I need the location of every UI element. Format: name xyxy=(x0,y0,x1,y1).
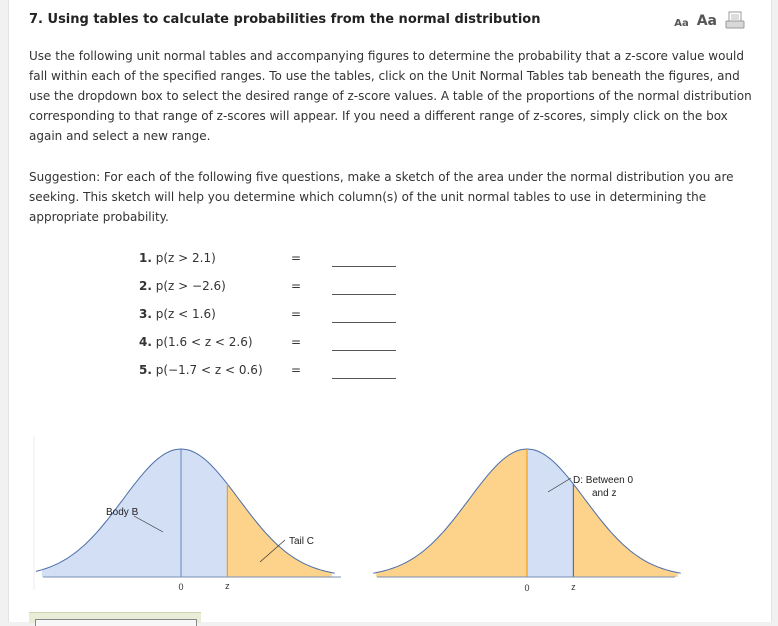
equals-sign: = xyxy=(291,335,302,349)
suggestion-text: Suggestion: For each of the following five questions, make a sketch of the area under the normal distribution you are seeking. This sketch will help you determine which column(s) of the unit normal tables to use in determining the appropriate probability. xyxy=(29,170,734,224)
unit-normal-tables-tab-area[interactable] xyxy=(29,612,201,623)
equals-sign: = xyxy=(291,307,302,321)
question-expression: p(z > −2.6) xyxy=(155,279,226,293)
right-tail-region xyxy=(573,484,677,577)
normal-curve-body-tail-figure xyxy=(29,430,351,602)
question-item-1 xyxy=(139,248,302,268)
question-item-3 xyxy=(139,304,302,324)
font-size-large-button[interactable]: Aa xyxy=(696,13,717,29)
question-item-5 xyxy=(139,360,302,380)
unit-normal-tables-tab[interactable] xyxy=(35,619,197,626)
answer-input-5[interactable] xyxy=(332,366,396,379)
question-expression: p(1.6 < z < 2.6) xyxy=(155,335,253,349)
question-number: 1. xyxy=(139,251,152,265)
toolbar xyxy=(674,11,745,29)
normal-curve-between-figure xyxy=(363,430,685,602)
question-number: 2. xyxy=(139,279,152,293)
answer-input-4[interactable] xyxy=(332,338,396,351)
question-title: 7. Using tables to calculate probabilities from the normal distribution xyxy=(29,12,541,27)
question-card xyxy=(8,0,772,622)
printer-icon[interactable] xyxy=(725,11,745,29)
equals-sign: = xyxy=(291,251,302,265)
between-label-line1: D: Between 0 xyxy=(573,475,634,486)
tail-c-label: Tail C xyxy=(289,536,315,547)
equals-sign: = xyxy=(291,279,302,293)
font-size-small-button[interactable]: Aa xyxy=(674,18,689,29)
question-number: 4. xyxy=(139,335,152,349)
answer-input-2[interactable] xyxy=(332,282,396,295)
zero-tick-label: 0 xyxy=(178,582,184,592)
question-item-4 xyxy=(139,332,302,352)
instructions-text: Use the following unit normal tables and accompanying figures to determine the probability that a z-score value would fall within each of the specified ranges. To use the tables, click on the Unit Normal Tables tab beneath the figures, and use the dropdown box to select the desired range of z-score values. A table of the proportions of the normal distribution corresponding to that range of z-scores will appear. If you need a different range of z-scores, simply click on the box again and select a new range. xyxy=(29,49,752,143)
tail-region xyxy=(227,484,331,577)
question-expression: p(z < 1.6) xyxy=(155,307,216,321)
question-expression: p(−1.7 < z < 0.6) xyxy=(155,363,263,377)
zero-tick-label: 0 xyxy=(524,583,530,593)
answer-input-1[interactable] xyxy=(332,254,396,267)
equals-sign: = xyxy=(291,363,302,377)
between-label-line2: and z xyxy=(592,488,617,499)
body-b-label: Body B xyxy=(106,507,139,518)
between-region xyxy=(527,449,573,577)
question-number: 3. xyxy=(139,307,152,321)
question-expression: p(z > 2.1) xyxy=(155,251,216,265)
z-tick-label: z xyxy=(571,582,576,592)
question-number: 5. xyxy=(139,363,152,377)
question-item-2 xyxy=(139,276,302,296)
answer-input-3[interactable] xyxy=(332,310,396,323)
z-tick-label: z xyxy=(225,581,230,591)
left-half-region xyxy=(376,449,527,577)
